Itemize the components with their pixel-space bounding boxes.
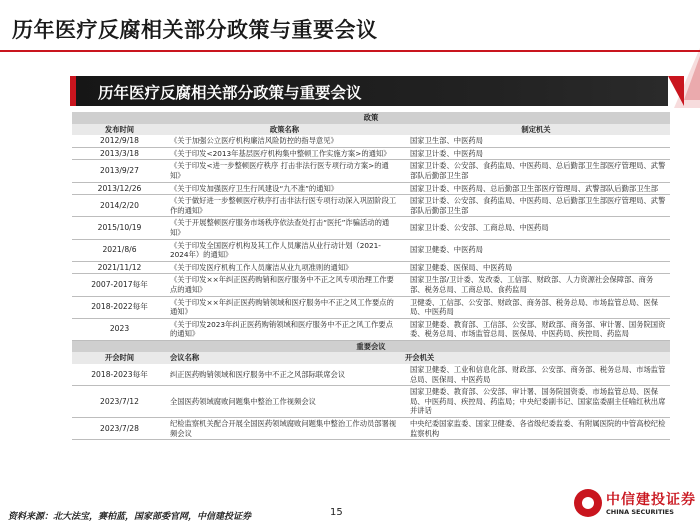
policy-row	[72, 195, 670, 217]
row-date: 2013/3/18	[72, 147, 167, 160]
logo-mark-icon	[574, 489, 602, 517]
row-date: 2013/12/26	[72, 182, 167, 195]
policy-row	[72, 261, 670, 274]
row-name: 《关于做好进一步整顿医疗秩序打击非法行医专项行动深入巩固阶段工作的通知》	[167, 195, 402, 217]
row-date: 2018-2023每年	[72, 364, 167, 386]
row-name: 《关于印发××年纠正医药购销和医疗服务中不正之风专项治理工作要点的通知》	[167, 274, 402, 296]
row-name: 《关于印发2023年纠正医药购销领域和医疗服务中不正之风工作要点的通知》	[167, 318, 402, 340]
row-date: 2021/11/12	[72, 261, 167, 274]
policy-row	[72, 274, 670, 296]
row-agency: 国家卫计委、公安部、食药监局、中医药局、总后勤部卫生部医疗管理局、武警部队后勤部卫生部	[402, 160, 670, 182]
page-title: 历年医疗反腐相关部分政策与重要会议	[12, 18, 378, 42]
row-agency: 国家卫计委、公安部、工商总局、中医药局	[402, 217, 670, 239]
policy-section-label: 政策	[72, 112, 670, 124]
row-date: 2012/9/18	[72, 135, 167, 147]
header-issuing-agency: 制定机关	[402, 124, 670, 136]
row-agency: 国家卫健委、医保局、中医药局	[402, 261, 670, 274]
banner-title: 历年医疗反腐相关部分政策与重要会议	[98, 84, 362, 102]
header-meeting-date: 开会时间	[72, 352, 167, 364]
logo-chinese-name: 中信建投证券	[606, 492, 696, 508]
row-agency: 国家卫健委、教育部、公安部、审计署、国务院国资委、市场监管总局、医保局、中医药局、疾控局、药监局；中央纪委副书记、国家监委副主任喻红秋出席并讲话	[402, 386, 670, 418]
row-name: 《关于印发医疗机构工作人员廉洁从业九项准则的通知》	[167, 261, 402, 274]
source-note: 资料来源：北大法宝，赛柏蓝，国家部委官网，中信建投证券	[8, 512, 252, 522]
row-name: 《关于加强公立医疗机构廉洁风险防控的指导意见》	[167, 135, 402, 147]
row-name: 全国医药领域腐败问题集中整治工作视频会议	[167, 386, 402, 418]
policy-column-headers	[72, 124, 670, 136]
banner-accent-corner	[668, 76, 684, 106]
title-divider	[0, 50, 700, 52]
meeting-section-header	[72, 340, 670, 352]
policy-table	[72, 112, 670, 440]
row-agency: 国家卫计委、中医药局、总后勤部卫生部医疗管理局、武警部队后勤部卫生部	[402, 182, 670, 195]
page-number: 15	[330, 507, 343, 518]
row-agency: 国家卫计委、中医药局	[402, 147, 670, 160]
row-date: 2023	[72, 318, 167, 340]
policy-row	[72, 318, 670, 340]
logo-english-name: CHINA SECURITIES	[606, 508, 674, 516]
row-date: 2021/8/6	[72, 239, 167, 261]
row-agency: 国家卫生部、中医药局	[402, 135, 670, 147]
header-date: 发布时间	[72, 124, 167, 136]
row-name: 《关于印发全国医疗机构及其工作人员廉洁从业行动计划（2021-2024年）的通知》	[167, 239, 402, 261]
row-name: 《关于印发<2013年基层医疗机构集中整顿工作实施方案>的通知》	[167, 147, 402, 160]
row-date: 2007-2017每年	[72, 274, 167, 296]
row-date: 2023/7/28	[72, 418, 167, 440]
meeting-column-headers	[72, 352, 670, 364]
row-date: 2015/10/19	[72, 217, 167, 239]
policy-row	[72, 160, 670, 182]
row-name: 《关于印发<进一步整顿医疗秩序 打击非法行医专项行动方案>的通知》	[167, 160, 402, 182]
row-name: 《关于印发加强医疗卫生行风建设“九不准”的通知》	[167, 182, 402, 195]
policy-row	[72, 147, 670, 160]
policy-row	[72, 135, 670, 147]
row-agency: 卫健委、工信部、公安部、财政部、商务部、税务总局、市场监管总局、医保局、中医药局	[402, 296, 670, 318]
meeting-row	[72, 364, 670, 386]
banner-accent-bar	[70, 76, 76, 106]
row-agency: 国家卫生部/卫计委、发改委、工信部、财政部、人力资源社会保障部、商务部、税务总局、工商总局、食药监局	[402, 274, 670, 296]
meeting-row	[72, 386, 670, 418]
row-agency: 国家卫健委、中医药局	[402, 239, 670, 261]
row-agency: 国家卫计委、公安部、食药监局、中医药局、总后勤部卫生部医疗管理局、武警部队后勤部卫生部	[402, 195, 670, 217]
policy-section-header	[72, 112, 670, 124]
policy-row	[72, 217, 670, 239]
policy-row	[72, 296, 670, 318]
header-meeting-name: 会议名称	[167, 352, 402, 364]
row-agency: 国家卫健委、教育部、工信部、公安部、财政部、商务部、审计署、国务院国资委、税务总局、市场监管总局、医保局、中医药局、疾控局、药监局	[402, 318, 670, 340]
meeting-section-label: 重要会议	[72, 340, 670, 352]
row-date: 2023/7/12	[72, 386, 167, 418]
row-agency: 国家卫健委、工业和信息化部、财政部、公安部、商务部、税务总局、市场监管总局、医保局、中医药局	[402, 364, 670, 386]
policy-row	[72, 239, 670, 261]
policy-row	[72, 182, 670, 195]
row-name: 纠正医药购销领域和医疗服务中不正之风部际联席会议	[167, 364, 402, 386]
row-date: 2013/9/27	[72, 160, 167, 182]
policy-table-container	[72, 112, 670, 440]
company-logo	[574, 488, 696, 522]
row-date: 2014/2/20	[72, 195, 167, 217]
row-name: 纪检监察机关配合开展全国医药领域腐败问题集中整治工作动员部署视频会议	[167, 418, 402, 440]
header-policy-name: 政策名称	[167, 124, 402, 136]
section-banner	[70, 76, 668, 106]
row-name: 《关于开展整顿医疗服务市场秩序依法查处打击“医托”诈骗活动的通知》	[167, 217, 402, 239]
meeting-row	[72, 418, 670, 440]
header-meeting-agency: 开会机关	[402, 352, 670, 364]
row-agency: 中央纪委国家监委、国家卫健委、各省级纪委监委、有附属医院的中管高校纪检监察机构	[402, 418, 670, 440]
row-name: 《关于印发××年纠正医药购销领域和医疗服务中不正之风工作要点的通知》	[167, 296, 402, 318]
row-date: 2018-2022每年	[72, 296, 167, 318]
